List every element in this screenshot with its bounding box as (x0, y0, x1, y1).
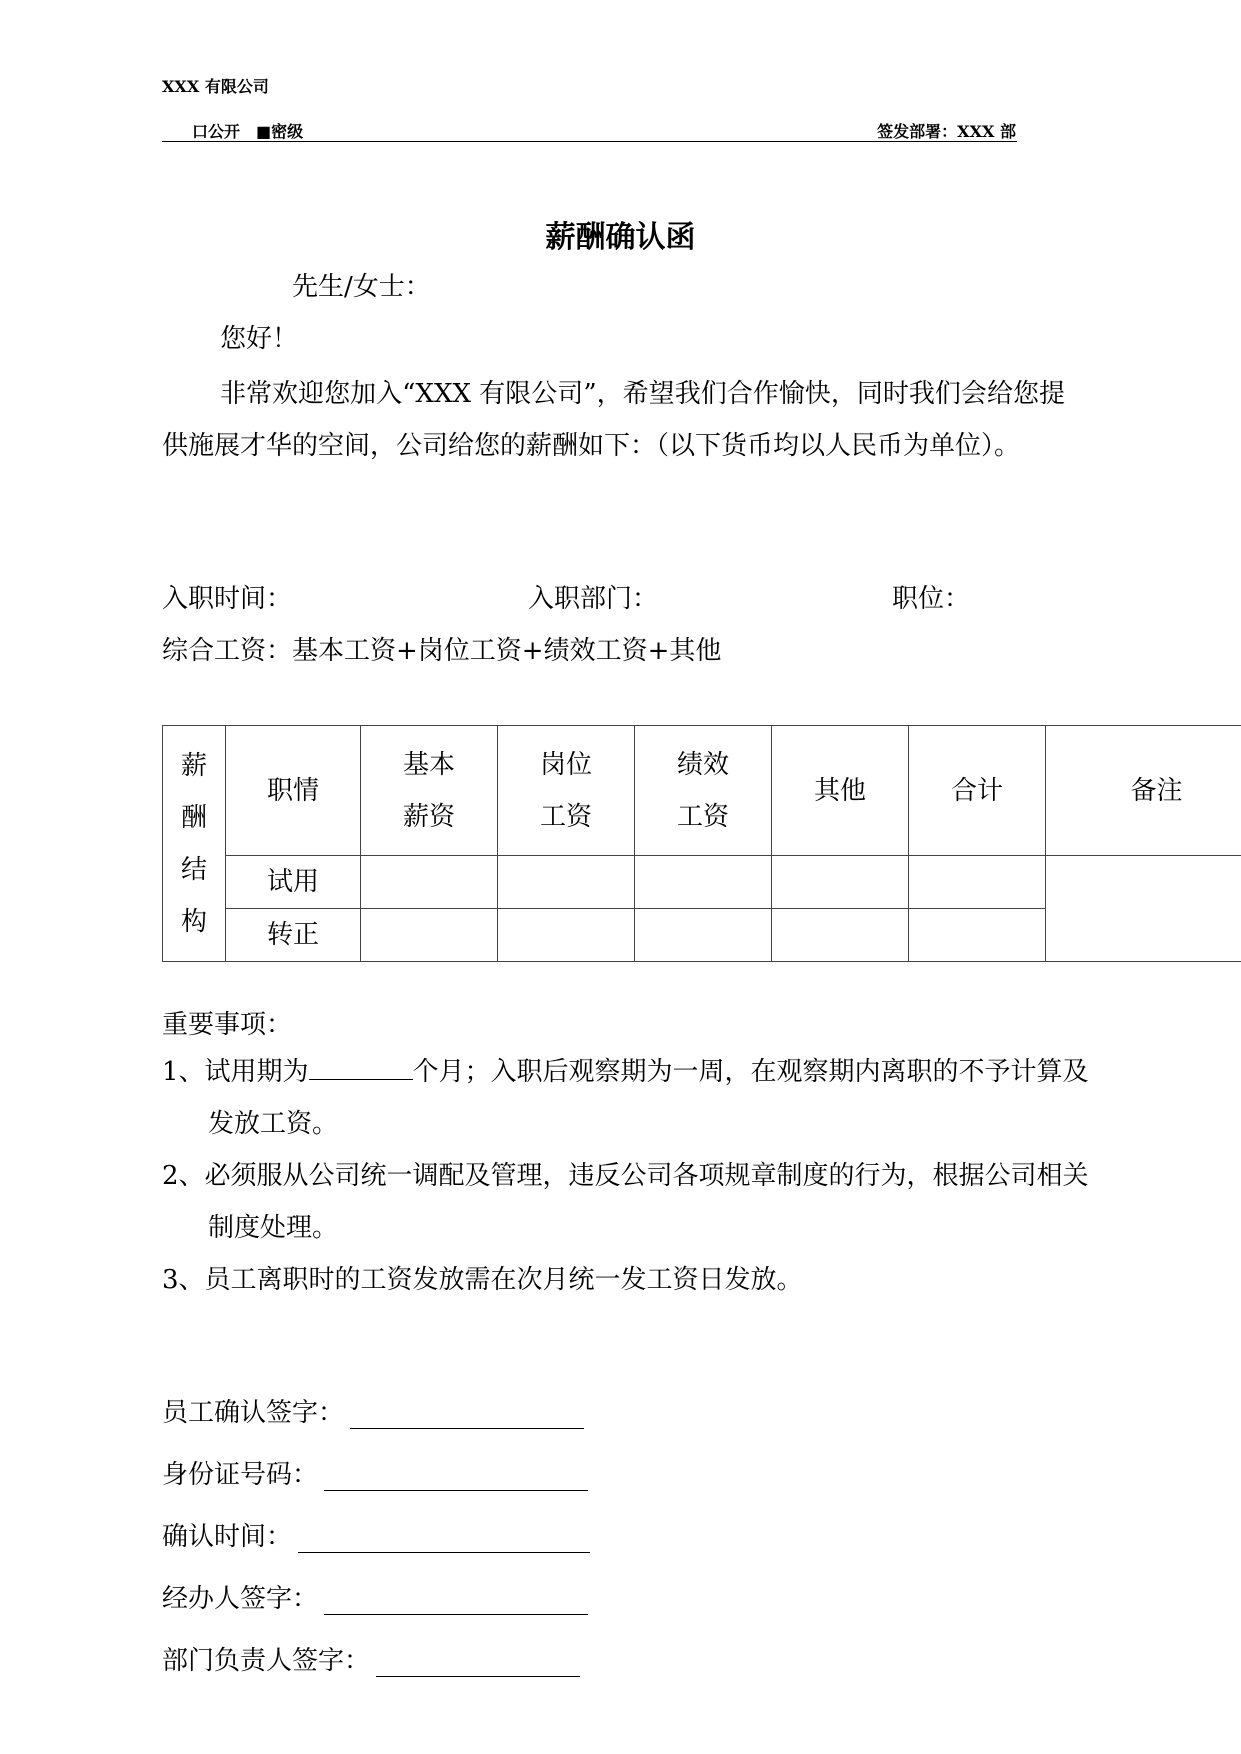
row-probation: 试用 (226, 856, 361, 909)
col-basic-salary (361, 726, 498, 856)
col-remarks: 备注 (1046, 726, 1241, 856)
employee-signature-label: 员工确认签字： (162, 1398, 345, 1428)
note-1-prefix: 1、试用期为 (162, 1057, 309, 1087)
salary-structure-header (163, 726, 226, 962)
notes-title: 重要事项： (162, 1010, 293, 1040)
handler-signature-field[interactable] (324, 1584, 588, 1615)
col-role: 职情 (226, 726, 361, 856)
salutation: 先生/女士： (292, 272, 431, 302)
note-item-1 (162, 1046, 1113, 1150)
id-number-row (162, 1454, 588, 1491)
row-header-char: 薪 (180, 750, 207, 781)
intro-paragraph: 非常欢迎您加入“XXX 有限公司”，希望我们合作愉快，同时我们会给您提供施展才华的空间，公司给您的薪酬如下：（以下货币均以人民币为单位）。 (162, 379, 1065, 461)
table-cell[interactable] (361, 909, 498, 962)
employee-signature-row (162, 1392, 584, 1429)
col-basic-line2: 薪资 (402, 801, 455, 832)
table-cell[interactable] (772, 909, 909, 962)
start-date-label: 入职时间： (162, 584, 293, 614)
dept-head-signature-field[interactable] (376, 1646, 580, 1677)
document-title: 薪酬确认函 (545, 220, 696, 255)
table-cell[interactable] (498, 909, 635, 962)
row-regular: 转正 (226, 909, 361, 962)
table-cell[interactable] (909, 909, 1046, 962)
row-header-char: 酬 (180, 802, 207, 833)
remarks-cell[interactable] (1046, 856, 1241, 962)
dept-head-signature-row (162, 1640, 580, 1677)
id-number-label: 身份证号码： (162, 1460, 319, 1490)
salary-structure-table (162, 725, 1241, 962)
issuing-department: 签发部署：XXX 部 (877, 122, 1016, 141)
col-basic-line1: 基本 (402, 749, 455, 780)
hello-line: 您好！ (220, 324, 299, 354)
table-cell[interactable] (635, 909, 772, 962)
col-performance-line1: 绩效 (676, 749, 729, 780)
employee-signature-field[interactable] (350, 1398, 584, 1429)
company-name: XXX 有限公司 (162, 77, 269, 96)
col-post-line2: 工资 (539, 801, 592, 832)
department-label: 入职部门： (528, 584, 659, 614)
row-header-char: 结 (180, 854, 207, 885)
handler-signature-row (162, 1578, 588, 1615)
note-item-3: 3、员工离职时的工资发放需在次月统一发工资日发放。 (162, 1265, 803, 1295)
header-divider (162, 141, 1017, 142)
classification-label: 口公开 ■密级 (192, 122, 304, 141)
col-post-salary (498, 726, 635, 856)
composite-salary: 综合工资：基本工资+岗位工资+绩效工资+其他 (162, 636, 722, 666)
confirm-time-row (162, 1516, 590, 1553)
id-number-field[interactable] (324, 1460, 588, 1491)
table-cell[interactable] (635, 856, 772, 909)
col-post-line1: 岗位 (539, 749, 592, 780)
note-item-2: 2、必须服从公司统一调配及管理，违反公司各项规章制度的行为，根据公司相关制度处理。 (162, 1161, 1089, 1243)
position-label: 职位： (892, 584, 971, 614)
dept-head-signature-label: 部门负责人签字： (162, 1646, 371, 1676)
col-total: 合计 (909, 726, 1046, 856)
confirm-time-field[interactable] (298, 1522, 590, 1553)
probation-months-blank[interactable] (309, 1055, 413, 1080)
col-other: 其他 (772, 726, 909, 856)
confirm-time-label: 确认时间： (162, 1522, 293, 1552)
note-1-suffix: 个月；入职后观察期为一周，在观察期内离职的不予计算及发放工资。 (208, 1057, 1089, 1139)
row-header-char: 构 (180, 906, 207, 937)
handler-signature-label: 经办人签字： (162, 1584, 319, 1614)
table-cell[interactable] (361, 856, 498, 909)
col-performance-line2: 工资 (676, 801, 729, 832)
table-cell[interactable] (772, 856, 909, 909)
table-cell[interactable] (498, 856, 635, 909)
table-cell[interactable] (909, 856, 1046, 909)
col-performance-salary (635, 726, 772, 856)
